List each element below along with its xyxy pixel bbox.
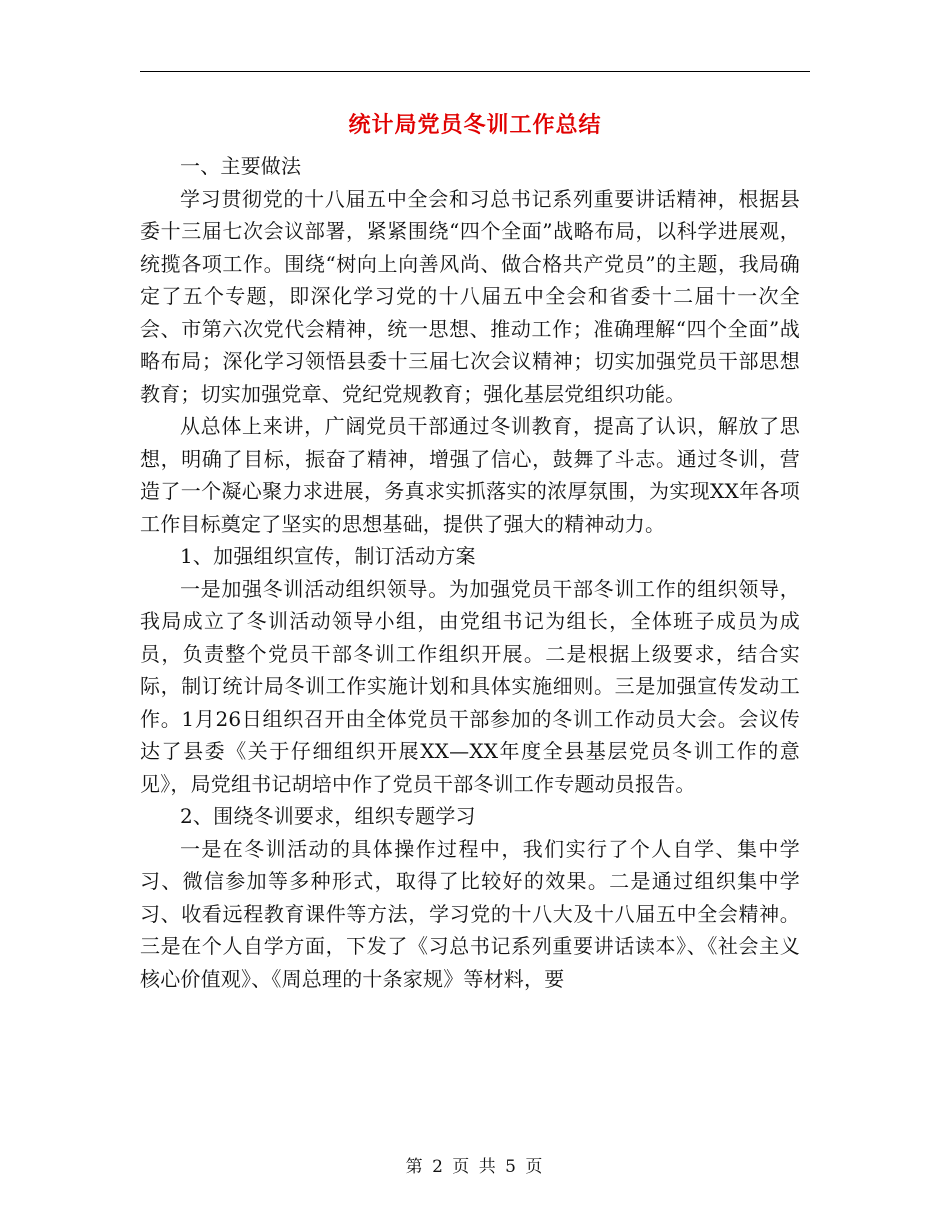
- subheading-organization-publicity: 1、加强组织宣传，制订活动方案: [180, 544, 476, 568]
- document-title: 统计局党员冬训工作总结: [348, 112, 602, 138]
- paragraph-study-implementation: 学习贯彻党的十八届五中全会和习总书记系列重要讲话精神，根据县委十三届七次会议部署，紧紧围绕“四个全面”战略布局，以科学进展观，统揽各项工作。围绕“树向上向善风尚、做合格共产党员”的主题，我局确定了五个专题，即深化学习党的十八届五中全会和省委十二届十一次全会、市第六次党代会精神，统一思想、推动工作；准确理解“四个全面”战略布局；深化学习领悟县委十三届七次会议精神；切实加强党员干部思想教育；切实加强党章、党纪党规教育；强化基层党组织功能。: [140, 186, 800, 406]
- document-body: [140, 150, 800, 995]
- paragraph-overall-summary: 从总体上来讲，广阔党员干部通过冬训教育，提高了认识，解放了思想，明确了目标，振奋了精神，增强了信心，鼓舞了斗志。通过冬训，营造了一个凝心聚力求进展，务真求实抓落实的浓厚氛围，为实现XX年各项工作目标奠定了坚实的思想基础，提供了强大的精神动力。: [140, 414, 800, 536]
- subheading-special-study: 2、围绕冬训要求，组织专题学习: [180, 804, 476, 828]
- section-heading-main-practices: 一、主要做法: [180, 154, 302, 178]
- header-rule: [140, 71, 810, 72]
- paragraph-study-forms: 一是在冬训活动的具体操作过程中，我们实行了个人自学、集中学习、微信参加等多种形式，取得了比较好的效果。二是通过组织集中学习、收看远程教育课件等方法，学习党的十八大及十八届五中全会精神。三是在个人自学方面，下发了《习总书记系列重要讲话读本》、《社会主义核心价值观》、《周总理的十条家规》等材料，要: [140, 836, 800, 991]
- page-indicator: 第 2 页 共 5 页: [405, 1157, 545, 1177]
- paragraph-organization-leadership: 一是加强冬训活动组织领导。为加强党员干部冬训工作的组织领导，我局成立了冬训活动领导小组，由党组书记为组长，全体班子成员为成员，负责整个党员干部冬训工作组织开展。二是根据上级要求，结合实际，制订统计局冬训工作实施计划和具体实施细则。三是加强宣传发动工作。1月26日组织召开由全体党员干部参加的冬训工作动员大会。会议传达了县委《关于仔细组织开展XX—XX年度全县基层党员冬训工作的意见》，局党组书记胡培中作了党员干部冬训工作专题动员报告。: [140, 576, 800, 796]
